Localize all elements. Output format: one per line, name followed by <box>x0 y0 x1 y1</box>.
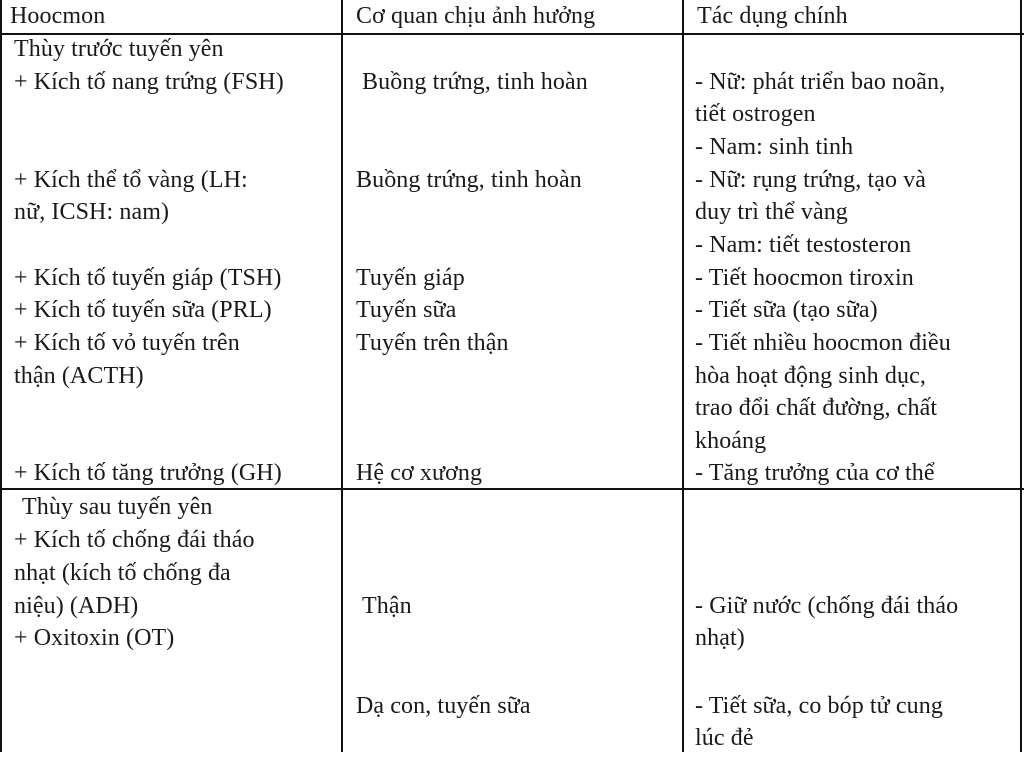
effect-line: - Nam: sinh tinh <box>695 134 854 160</box>
organ-prl: Tuyến sữa <box>356 297 457 323</box>
hormone-fsh: + Kích tố nang trứng (FSH) <box>14 69 284 95</box>
organ-tsh: Tuyến giáp <box>356 265 465 291</box>
organ-ot: Dạ con, tuyến sữa <box>356 693 531 719</box>
organ-gh: Hệ cơ xương <box>356 460 483 486</box>
effect-line: - Nữ: phát triển bao noãn, <box>695 69 946 95</box>
hormone-adh-line3: niệu) (ADH) <box>14 593 139 619</box>
hormone-tsh: + Kích tố tuyến giáp (TSH) <box>14 265 282 291</box>
organ-acth: Tuyến trên thận <box>356 330 509 356</box>
hormone-ot: + Oxitoxin (OT) <box>14 625 175 651</box>
effect-line: - Tiết sữa (tạo sữa) <box>695 297 878 323</box>
header-co-quan: Cơ quan chịu ảnh hưởng <box>356 3 596 29</box>
page-bottom-margin <box>0 752 1024 764</box>
effect-line: hòa hoạt động sinh dục, <box>695 363 926 389</box>
effect-line: - Nữ: rụng trứng, tạo và <box>695 167 927 193</box>
effect-line: lúc đẻ <box>695 725 754 751</box>
effect-line: - Tiết hoocmon tiroxin <box>695 265 914 291</box>
effect-line: - Nam: tiết testosteron <box>695 232 912 258</box>
effect-line: - Tăng trưởng của cơ thể <box>695 460 935 486</box>
effect-line: tiết ostrogen <box>695 101 816 127</box>
header-tac-dung: Tác dụng chính <box>697 3 848 29</box>
section1-title: Thùy trước tuyến yên <box>14 36 224 62</box>
hormone-acth-line2: thận (ACTH) <box>14 363 144 389</box>
hormone-gh: + Kích tố tăng trưởng (GH) <box>14 460 282 486</box>
table-border-right <box>1020 0 1022 752</box>
effect-line: - Giữ nước (chống đái tháo <box>695 593 959 619</box>
effect-line: khoáng <box>695 428 767 454</box>
effect-line: trao đổi chất đường, chất <box>695 395 938 421</box>
column-divider-1 <box>341 0 343 752</box>
organ-fsh: Buồng trứng, tinh hoàn <box>362 69 588 95</box>
table-border-left <box>0 0 2 752</box>
column-divider-2 <box>682 0 684 752</box>
hormone-lh-line2: nữ, ICSH: nam) <box>14 199 170 225</box>
effect-line: duy trì thể vàng <box>695 199 848 225</box>
organ-lh: Buồng trứng, tinh hoàn <box>356 167 582 193</box>
effect-line: nhạt) <box>695 625 745 651</box>
effect-line: - Tiết nhiều hoocmon điều <box>695 330 951 356</box>
section2-title: Thùy sau tuyến yên <box>22 494 213 520</box>
hormone-prl: + Kích tố tuyến sữa (PRL) <box>14 297 272 323</box>
effect-line: - Tiết sữa, co bóp tử cung <box>695 693 943 719</box>
hormone-lh-line1: + Kích thể tổ vàng (LH: <box>14 167 248 193</box>
hormone-acth-line1: + Kích tố vỏ tuyến trên <box>14 330 240 356</box>
hormone-adh-line2: nhạt (kích tố chống đa <box>14 560 231 586</box>
header-hoocmon: Hoocmon <box>10 3 106 29</box>
organ-adh: Thận <box>362 593 412 619</box>
hormone-adh-line1: + Kích tố chống đái tháo <box>14 527 255 553</box>
